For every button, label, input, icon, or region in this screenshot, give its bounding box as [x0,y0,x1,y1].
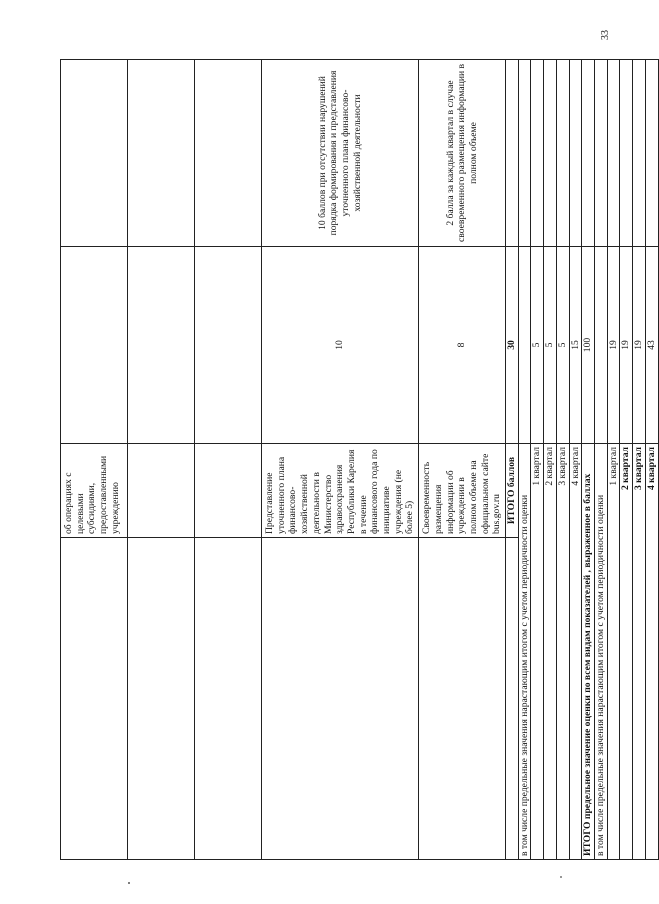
table-row [195,60,262,860]
empty-cell [419,538,506,860]
indicator-cell: Своевременность размещения информации об учреждении в полном объеме на официальном сайте bus.gov.ru [419,444,506,538]
table-row [633,60,646,860]
empty-cell [594,247,607,444]
indicator-cell [128,444,195,538]
empty-cell [506,538,519,860]
score-cell [61,247,128,444]
table-row [262,60,419,860]
table-row [582,60,595,860]
table-row [645,60,658,860]
quarter-value: 19 [607,247,620,444]
indicator-cell [195,444,262,538]
table-row [569,60,582,860]
table-row [419,60,506,860]
empty-cell [518,247,531,444]
table-row [518,60,531,860]
subtotal-label: в том числе предельные значения нарастающим итогом с учетом периодичности оценки [594,444,607,860]
empty-cell [607,60,620,247]
table-row [128,60,195,860]
criteria-cell: 10 баллов при отсутствии нарушений порядка формирования и представления уточненного плана финансово-хозяйственной деятельности [262,60,419,247]
grand-total-value: 100 [582,247,595,444]
score-cell [195,247,262,444]
empty-cell [645,60,658,247]
table-row [506,60,519,860]
quarter-label: 1 квартал [607,444,620,860]
quarter-label: 4 квартал [645,444,658,860]
max-score-cell: 10 [262,247,419,444]
empty-cell [633,60,646,247]
table-row [556,60,569,860]
quarter-value: 43 [645,247,658,444]
empty-cell [620,60,633,247]
empty-cell [128,538,195,860]
empty-cell [594,60,607,247]
quarter-label: 3 квартал [556,444,569,860]
empty-cell [262,538,419,860]
empty-cell [506,60,519,247]
table-row [544,60,557,860]
empty-cell [195,538,262,860]
total-value: 30 [506,247,519,444]
quarter-value: 5 [556,247,569,444]
quarter-value: 19 [633,247,646,444]
subtotal-label: в том числе предельные значения нарастающим итогом с учетом периодичности оценки [518,444,531,860]
quarter-label: 4 квартал [569,444,582,860]
indicator-cell: Представление уточненного плана финансово-хозяйственной деятельности в Министерство здравоохранения Республики Карелия в течение финансового года по инициативе учреждения (не более 5) [262,444,419,538]
table-row [61,60,128,860]
criteria-cell [61,60,128,247]
max-score-cell: 8 [419,247,506,444]
quarter-value: 19 [620,247,633,444]
empty-cell [531,60,544,247]
table-row [607,60,620,860]
quarter-label: 2 квартал [544,444,557,860]
evaluation-table [60,59,659,860]
quarter-label: 2 квартал [620,444,633,860]
quarter-label: 3 квартал [633,444,646,860]
empty-cell [518,60,531,247]
total-label: ИТОГО баллов [506,444,519,538]
table-row [594,60,607,860]
scan-speck [560,876,562,878]
scan-speck [128,882,130,884]
period-cell [195,60,262,247]
empty-cell [61,538,128,860]
table-row [620,60,633,860]
grand-total-label: ИТОГО предельное значение оценки по всем видам показателей , выраженное в баллах [582,444,595,860]
empty-cell [556,60,569,247]
empty-cell [544,60,557,247]
quarter-value: 5 [531,247,544,444]
empty-cell [582,60,595,247]
rotated-page [60,60,657,860]
score-cell [128,247,195,444]
page-number: 33 [600,30,611,40]
table-row [531,60,544,860]
quarter-value: 5 [544,247,557,444]
quarter-label: 1 квартал [531,444,544,860]
criteria-cell [128,60,195,247]
quarter-value: 15 [569,247,582,444]
empty-cell [569,60,582,247]
indicator-cell: об операциях с целевыми субсидиями, предоставленными учреждению [61,444,128,538]
criteria-cell: 2 балла за каждый квартал в случае своевременного размещения информации в полном объеме [419,60,506,247]
